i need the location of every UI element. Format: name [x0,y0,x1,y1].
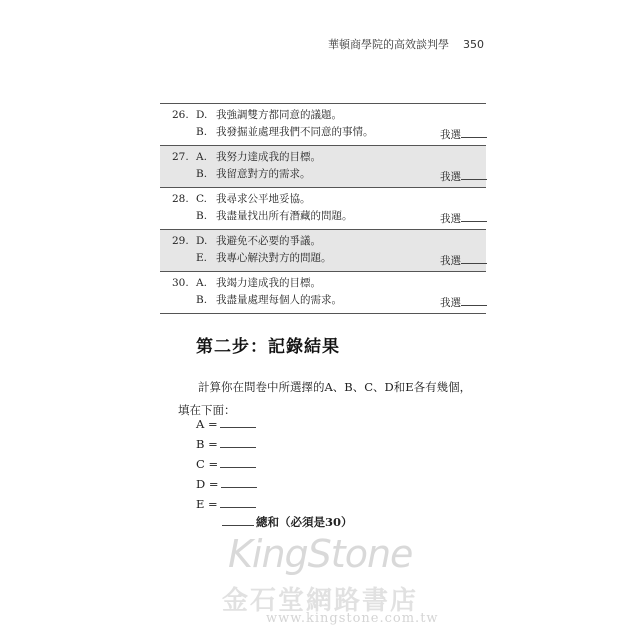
choice-blank[interactable] [461,124,487,138]
option-letter: A. [196,277,207,289]
option-letter: B. [196,210,208,222]
option-text: 我避免不必要的爭議。 [216,235,321,247]
instruction-line: 填在下面： [178,403,236,417]
total-blank[interactable] [222,513,254,526]
question-row-30 [160,272,486,314]
option-letter: B. [196,168,208,180]
tally-label: D = [196,477,219,491]
tally-label: A = [196,417,218,431]
choice-field[interactable] [440,124,487,144]
option-text: 我尋求公平地妥協。 [216,193,311,205]
question-row-28 [160,188,486,230]
choice-blank[interactable] [461,250,487,264]
choice-label: 我選 [440,297,461,309]
instruction-line: 計算你在問卷中所選擇的A、B、C、D和E各有幾個， [198,380,472,394]
option-text: 我盡量找出所有潛藏的問題。 [216,210,353,222]
option-letter: B. [196,126,208,138]
choice-field[interactable] [440,250,487,270]
choice-field[interactable] [440,208,487,228]
total-line [222,513,353,530]
option-line [160,124,486,141]
option-line [160,250,486,267]
tally-list [196,414,257,514]
option-line [160,191,486,208]
question-row-26 [160,104,486,146]
option-line [160,233,486,250]
question-number: 27. [172,151,189,163]
tally-blank[interactable] [220,415,256,428]
option-text: 我發掘並處理我們不同意的事情。 [216,126,374,138]
question-number: 28. [172,193,189,205]
option-text: 我盡量處理每個人的需求。 [216,294,342,306]
tally-blank[interactable] [220,455,256,468]
option-line [160,107,486,124]
tally-e [196,494,257,514]
tally-d [196,474,257,494]
option-text: 我留意對方的需求。 [216,168,311,180]
option-line [160,208,486,225]
choice-label: 我選 [440,213,461,225]
choice-field[interactable] [440,166,487,186]
tally-blank[interactable] [220,495,256,508]
tally-label: C = [196,457,219,471]
option-letter: D. [196,235,208,247]
option-letter: D. [196,109,208,121]
choice-label: 我選 [440,255,461,267]
option-text: 我努力達成我的目標。 [216,151,321,163]
question-row-27 [160,146,486,188]
question-table [160,103,486,314]
question-row-29 [160,230,486,272]
choice-label: 我選 [440,129,461,141]
question-number: 26. [172,109,189,121]
section-heading: 第二步：記錄結果 [196,337,340,357]
book-title: 華頓商學院的高效談判學 [328,38,449,51]
choice-blank[interactable] [461,292,487,306]
question-number: 29. [172,235,189,247]
tally-label: E = [196,497,218,511]
option-line [160,166,486,183]
choice-blank[interactable] [461,208,487,222]
option-letter: E. [196,252,208,264]
option-letter: C. [196,193,207,205]
watermark-chinese: 金石堂網路書店 [222,586,419,616]
option-letter: A. [196,151,207,163]
option-text: 我強調雙方都同意的議題。 [216,109,342,121]
option-line [160,275,486,292]
total-label: 總和（必須是30） [256,515,353,529]
watermark-url: www.kingstone.com.tw [266,611,439,626]
tally-blank[interactable] [220,435,256,448]
choice-field[interactable] [440,292,487,312]
option-line [160,292,486,309]
question-number: 30. [172,277,189,289]
page-number: 350 [463,38,484,51]
option-letter: B. [196,294,208,306]
running-header [328,36,484,52]
option-line [160,149,486,166]
choice-blank[interactable] [461,166,487,180]
choice-label: 我選 [440,171,461,183]
tally-a [196,414,257,434]
tally-b [196,434,257,454]
option-text: 我專心解決對方的問題。 [216,252,332,264]
tally-blank[interactable] [221,475,257,488]
option-text: 我竭力達成我的目標。 [216,277,321,289]
tally-c [196,454,257,474]
tally-label: B = [196,437,218,451]
watermark-logo: KingStone [228,532,413,576]
